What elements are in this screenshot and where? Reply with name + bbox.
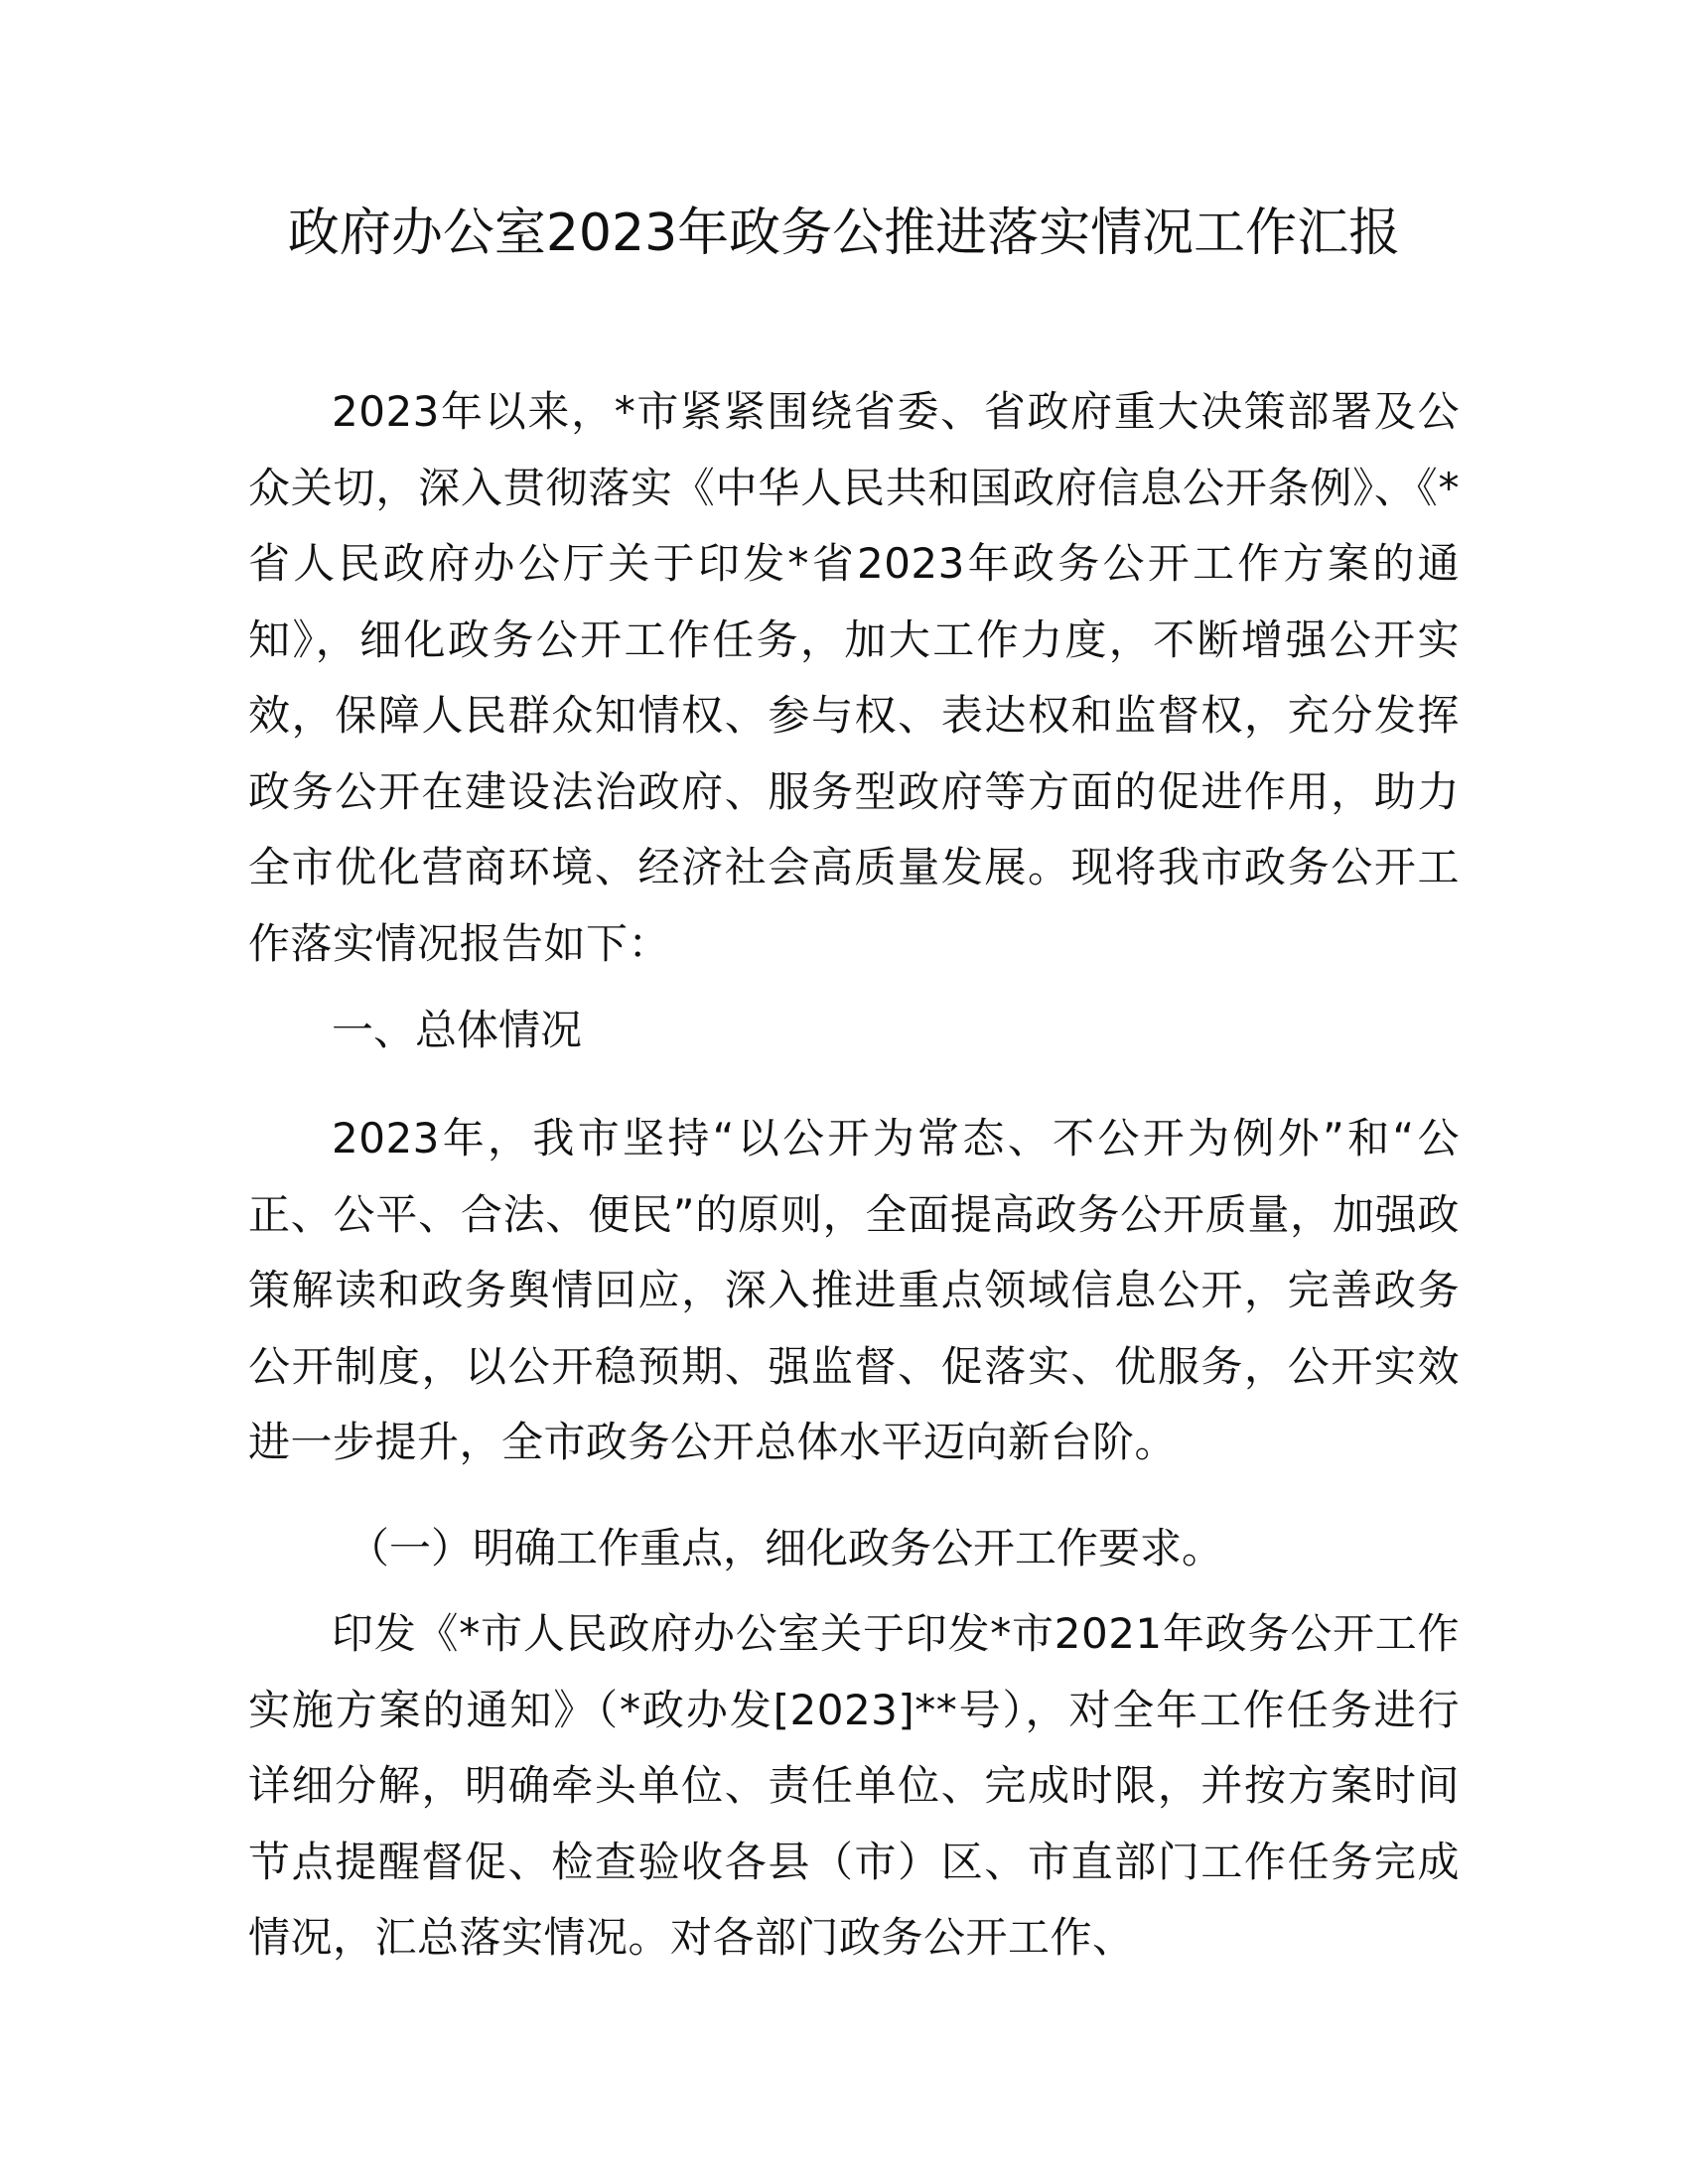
section-heading-overall: 一、总体情况 [332,1006,583,1054]
subsection-heading-work-focus: （一）明确工作重点，细化政务公开工作要求。 [348,1524,1224,1572]
intro-paragraph: 2023年以来，*市紧紧围绕省委、省政府重大决策部署及公众关切，深入贯彻落实《中华人民共和国政府信息公开条例》、《*省人民政府办公厅关于印发*省2023年政务公开工作方案的通知》，细化政务公开工作任务，加大工作力度，不断增强公开实效，保障人民群众知情权、参与权、表达权和监督权，充分发挥政务公开在建设法治政府、服务型政府等方面的促进作用，助力全市优化营商环境、经济社会高质量发展。现将我市政务公开工作落实情况报告如下： [248,387,1460,968]
document-title: 政府办公室2023年政务公推进落实情况工作汇报 [287,204,1401,263]
work-focus-paragraph: 印发《*市人民政府办公室关于印发*市2021年政务公开工作实施方案的通知》（*政办发[2023]**号），对全年工作任务进行详细分解，明确牵头单位、责任单位、完成时限，并按方案时间节点提醒督促、检查验收各县（市）区、市直部门工作任务完成情况，汇总落实情况。对各部门政务公开工作、 [248,1609,1460,1962]
overall-paragraph: 2023年，我市坚持“以公开为常态、不公开为例外”和“公正、公平、合法、便民”的原则，全面提高政务公开质量，加强政策解读和政务舆情回应，深入推进重点领域信息公开，完善政务公开制度，以公开稳预期、强监督、促落实、优服务，公开实效进一步提升，全市政务公开总体水平迈向新台阶。 [248,1114,1460,1466]
